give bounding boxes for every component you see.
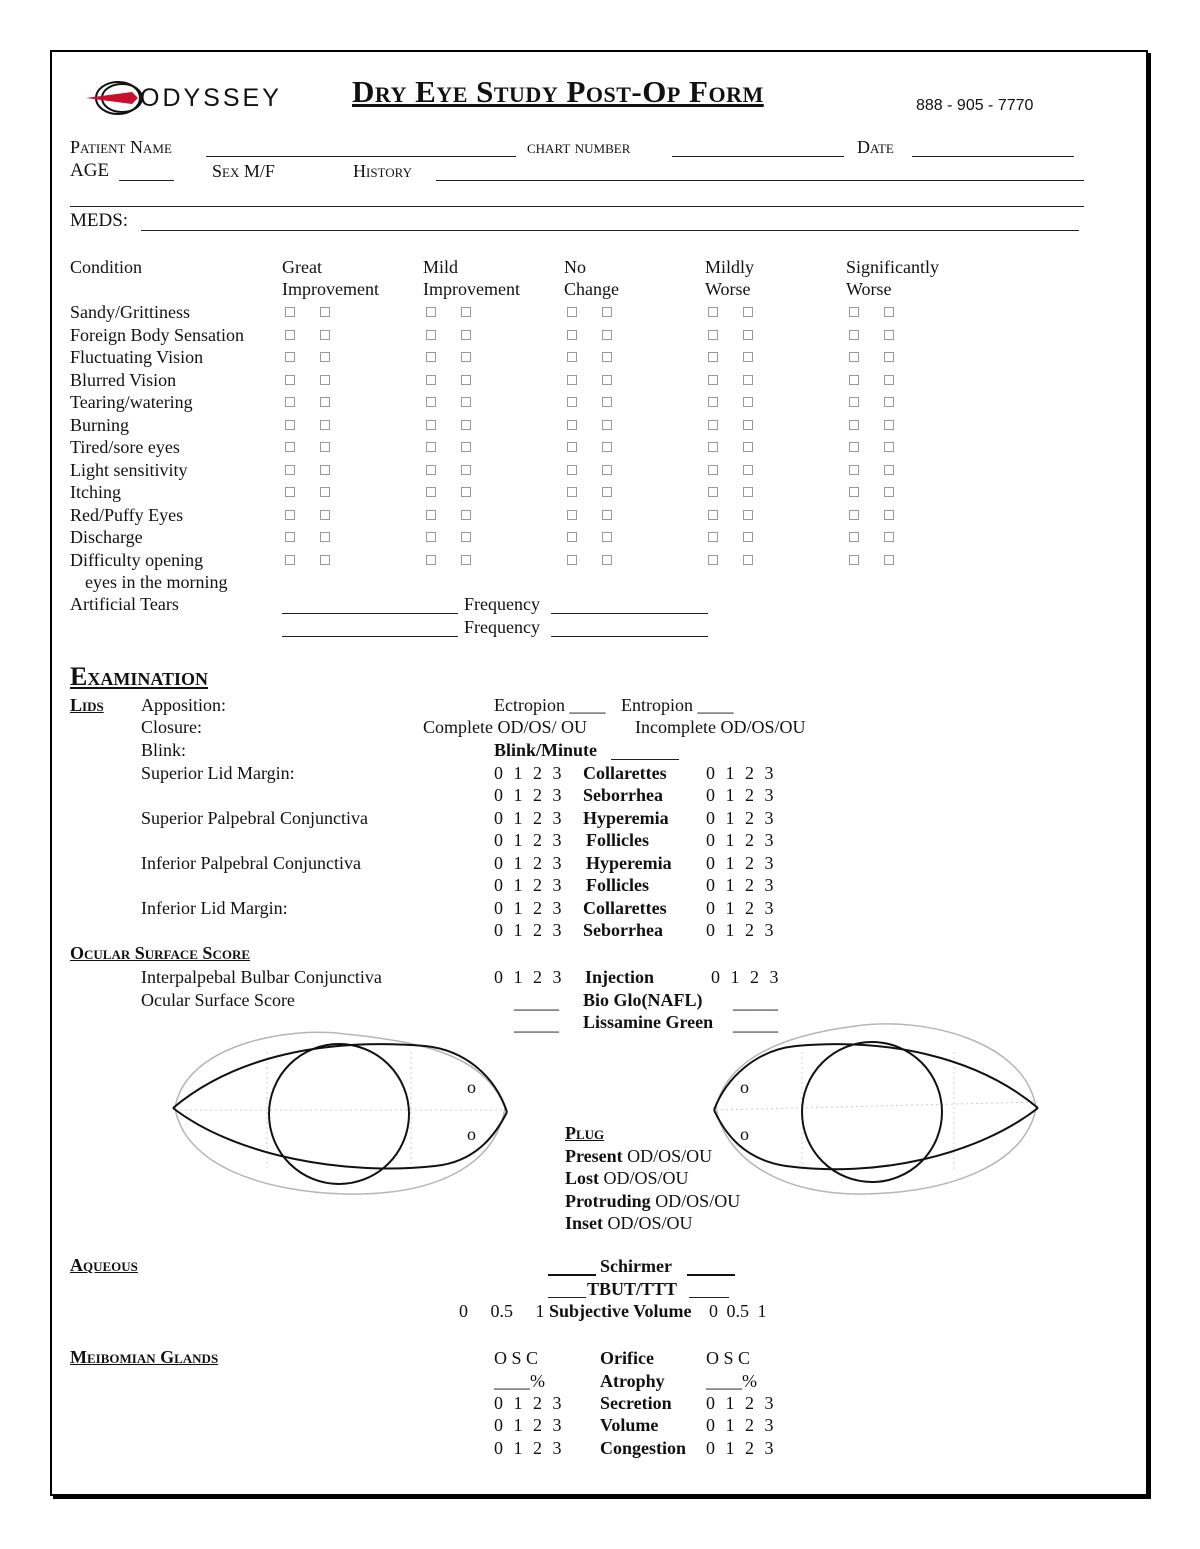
history-field[interactable] — [436, 180, 1084, 181]
checkbox-great-improvement-os[interactable] — [320, 532, 330, 542]
checkbox-no-change-od[interactable] — [567, 510, 577, 520]
checkbox-mild-improvement-od[interactable] — [426, 307, 436, 317]
checkbox-great-improvement-os[interactable] — [320, 307, 330, 317]
injection-label: Injection — [585, 967, 654, 987]
follicles-scale-right[interactable]: 0 1 2 3 — [706, 875, 774, 895]
plug-inset-eyes: OD/OS/OU — [607, 1213, 693, 1233]
hyperemia-scale-right[interactable]: 0 1 2 3 — [706, 808, 774, 828]
secretion-left-value[interactable]: 0 1 2 3 — [494, 1393, 562, 1413]
checkbox-no-change-os[interactable] — [602, 510, 612, 520]
checkbox-mild-improvement-od[interactable] — [426, 532, 436, 542]
checkbox-mildly-worse-os[interactable] — [743, 465, 753, 475]
subjective-volume-label: Subjective Volume — [549, 1301, 692, 1321]
artificial-tears-name-field[interactable] — [282, 636, 458, 637]
condition-label: Sandy/Grittiness — [70, 302, 190, 322]
artificial-tears-name-field[interactable] — [282, 613, 458, 614]
checkbox-significantly-worse-os[interactable] — [884, 442, 894, 452]
injection-scale-left[interactable]: 0 1 2 3 — [494, 967, 562, 987]
condition-label: Difficulty opening — [70, 549, 204, 570]
chart-number-label: chart number — [527, 137, 631, 157]
checkbox-great-improvement-od[interactable] — [285, 330, 295, 340]
interpalpebral-label: Interpalpebal Bulbar Conjunctiva — [141, 967, 382, 987]
checkbox-no-change-od[interactable] — [567, 532, 577, 542]
checkbox-no-change-od[interactable] — [567, 397, 577, 407]
checkbox-significantly-worse-os[interactable] — [884, 352, 894, 362]
plug-present-eyes: OD/OS/OU — [627, 1146, 713, 1166]
checkbox-great-improvement-os[interactable] — [320, 510, 330, 520]
checkbox-mild-improvement-os[interactable] — [461, 352, 471, 362]
checkbox-great-improvement-os[interactable] — [320, 352, 330, 362]
plug-heading: Plug — [565, 1123, 605, 1143]
atrophy-left-value[interactable]: ____% — [494, 1371, 545, 1391]
checkbox-mild-improvement-os[interactable] — [461, 397, 471, 407]
checkbox-mildly-worse-od[interactable] — [708, 330, 718, 340]
seborrhea-label: Seborrhea — [583, 920, 663, 940]
frequency-label: Frequency — [464, 617, 540, 637]
checkbox-mildly-worse-od[interactable] — [708, 487, 718, 497]
lissamine-right-blank[interactable]: _____ — [733, 1014, 778, 1034]
checkbox-no-change-os[interactable] — [602, 420, 612, 430]
follicles-scale-left[interactable]: 0 1 2 3 — [494, 830, 562, 850]
column-header-condition: Condition — [70, 257, 143, 277]
seborrhea-scale-left[interactable]: 0 1 2 3 — [494, 785, 562, 805]
checkbox-great-improvement-os[interactable] — [320, 465, 330, 475]
frequency-label: Frequency — [464, 594, 540, 614]
checkbox-significantly-worse-od[interactable] — [849, 375, 859, 385]
patient-name-field[interactable] — [206, 156, 516, 157]
checkbox-mildly-worse-os[interactable] — [743, 397, 753, 407]
plug-protruding-eyes: OD/OS/OU — [655, 1191, 741, 1211]
bioglo-right-blank[interactable]: _____ — [733, 992, 778, 1012]
column-header-great-improvement: Great Improvement — [282, 257, 379, 299]
collarettes-scale-right[interactable]: 0 1 2 3 — [706, 763, 774, 783]
checkbox-significantly-worse-os[interactable] — [884, 375, 894, 385]
checkbox-no-change-os[interactable] — [602, 375, 612, 385]
checkbox-great-improvement-od[interactable] — [285, 397, 295, 407]
column-header-no-change: No Change — [564, 257, 619, 299]
plug-lost-eyes: OD/OS/OU — [603, 1168, 689, 1188]
checkbox-mildly-worse-os[interactable] — [743, 532, 753, 542]
meds-field[interactable] — [141, 230, 1079, 231]
logo-text: ODYSSEY — [140, 84, 282, 112]
checkbox-mildly-worse-os[interactable] — [743, 330, 753, 340]
checkbox-great-improvement-os[interactable] — [320, 555, 330, 565]
artificial-tears-label: Artificial Tears — [70, 594, 179, 614]
date-label: Date — [857, 137, 894, 157]
checkbox-significantly-worse-os[interactable] — [884, 510, 894, 520]
checkbox-no-change-os[interactable] — [602, 330, 612, 340]
plug-protruding-label: Protruding — [565, 1191, 651, 1211]
condition-label: Burning — [70, 414, 130, 435]
checkbox-mildly-worse-od[interactable] — [708, 420, 718, 430]
history-field-line-2[interactable] — [70, 206, 1084, 207]
seborrhea-scale-right[interactable]: 0 1 2 3 — [706, 785, 774, 805]
schirmer-left-field[interactable] — [548, 1274, 596, 1276]
column-header-mild-improvement: Mild Improvement — [423, 257, 520, 299]
checkbox-great-improvement-od[interactable] — [285, 465, 295, 475]
checkbox-significantly-worse-od[interactable] — [849, 420, 859, 430]
inferior-lid-margin-label: Inferior Lid Margin: — [141, 898, 288, 918]
checkbox-significantly-worse-os[interactable] — [884, 330, 894, 340]
checkbox-mildly-worse-od[interactable] — [708, 510, 718, 520]
congestion-left-value[interactable]: 0 1 2 3 — [494, 1438, 562, 1458]
checkbox-mild-improvement-od[interactable] — [426, 420, 436, 430]
condition-label: Fluctuating Vision — [70, 347, 204, 367]
right-eye-diagram[interactable] — [165, 1016, 515, 1202]
collarettes-scale-left[interactable]: 0 1 2 3 — [494, 898, 562, 918]
column-header-mildly-worse: Mildly Worse — [705, 257, 755, 299]
checkbox-significantly-worse-od[interactable] — [849, 555, 859, 565]
orifice-label: Orifice — [600, 1348, 654, 1368]
right-eye-mark-lower: o — [467, 1124, 476, 1144]
age-field[interactable] — [119, 180, 174, 181]
date-field[interactable] — [912, 156, 1074, 157]
closure-complete[interactable]: Complete OD/OS/ OU — [423, 717, 587, 737]
left-eye-diagram[interactable] — [706, 1012, 1046, 1202]
checkbox-significantly-worse-os[interactable] — [884, 555, 894, 565]
checkbox-great-improvement-od[interactable] — [285, 442, 295, 452]
blink-minute-label: Blink/Minute — [494, 740, 598, 760]
checkbox-mildly-worse-od[interactable] — [708, 397, 718, 407]
checkbox-mildly-worse-os[interactable] — [743, 442, 753, 452]
checkbox-mildly-worse-od[interactable] — [708, 352, 718, 362]
hyperemia-scale-right[interactable]: 0 1 2 3 — [706, 853, 774, 873]
checkbox-no-change-os[interactable] — [602, 532, 612, 542]
checkbox-significantly-worse-os[interactable] — [884, 307, 894, 317]
checkbox-great-improvement-od[interactable] — [285, 420, 295, 430]
seborrhea-scale-left[interactable]: 0 1 2 3 — [494, 920, 562, 940]
inferior-palpebral-label: Inferior Palpebral Conjunctiva — [141, 853, 361, 873]
follicles-label: Follicles — [586, 875, 649, 895]
checkbox-no-change-od[interactable] — [567, 487, 577, 497]
hyperemia-scale-left[interactable]: 0 1 2 3 — [494, 808, 562, 828]
checkbox-mildly-worse-od[interactable] — [708, 555, 718, 565]
checkbox-great-improvement-od[interactable] — [285, 352, 295, 362]
right-eye-mark-upper: o — [467, 1077, 476, 1097]
tbut-label: TBUT/TTT — [587, 1279, 678, 1299]
ocular-surface-score-label: Ocular Surface Score — [141, 990, 295, 1010]
checkbox-mildly-worse-os[interactable] — [743, 307, 753, 317]
checkbox-no-change-od[interactable] — [567, 465, 577, 475]
collarettes-scale-left[interactable]: 0 1 2 3 — [494, 763, 562, 783]
checkbox-significantly-worse-od[interactable] — [849, 397, 859, 407]
checkbox-mild-improvement-os[interactable] — [461, 442, 471, 452]
checkbox-great-improvement-os[interactable] — [320, 330, 330, 340]
checkbox-great-improvement-od[interactable] — [285, 307, 295, 317]
sex-label: Sex M/F — [212, 161, 275, 181]
checkbox-significantly-worse-os[interactable] — [884, 397, 894, 407]
atrophy-label: Atrophy — [600, 1371, 665, 1391]
schirmer-right-field[interactable] — [687, 1274, 735, 1276]
checkbox-mild-improvement-os[interactable] — [461, 555, 471, 565]
congestion-right-value[interactable]: 0 1 2 3 — [706, 1438, 774, 1458]
checkbox-significantly-worse-od[interactable] — [849, 465, 859, 475]
plug-protruding[interactable] — [565, 1190, 740, 1212]
chart-number-field[interactable] — [672, 156, 844, 157]
subjective-scale-right[interactable]: 0 0.5 1 — [709, 1301, 767, 1321]
collarettes-scale-right[interactable]: 0 1 2 3 — [706, 898, 774, 918]
checkbox-no-change-os[interactable] — [602, 307, 612, 317]
injection-scale-right[interactable]: 0 1 2 3 — [711, 967, 779, 987]
lissamine-label: Lissamine Green — [583, 1012, 714, 1032]
checkbox-no-change-od[interactable] — [567, 442, 577, 452]
checkbox-great-improvement-od[interactable] — [285, 375, 295, 385]
checkbox-mildly-worse-os[interactable] — [743, 510, 753, 520]
condition-label: Red/Puffy Eyes — [70, 504, 184, 525]
checkbox-significantly-worse-od[interactable] — [849, 442, 859, 452]
plug-lost[interactable] — [565, 1167, 689, 1189]
checkbox-mild-improvement-od[interactable] — [426, 397, 436, 407]
checkbox-significantly-worse-od[interactable] — [849, 510, 859, 520]
entropion-label[interactable]: Entropion ____ — [621, 695, 734, 715]
checkbox-great-improvement-os[interactable] — [320, 375, 330, 385]
checkbox-mildly-worse-os[interactable] — [743, 555, 753, 565]
hyperemia-label: Hyperemia — [583, 808, 669, 828]
condition-label: Tired/sore eyes — [70, 437, 180, 457]
follicles-label: Follicles — [586, 830, 649, 850]
checkbox-great-improvement-os[interactable] — [320, 397, 330, 407]
collarettes-label: Collarettes — [583, 898, 667, 918]
checkbox-no-change-os[interactable] — [602, 397, 612, 407]
checkbox-no-change-od[interactable] — [567, 420, 577, 430]
checkbox-mildly-worse-od[interactable] — [708, 465, 718, 475]
ectropion-label[interactable]: Ectropion ____ — [494, 695, 606, 715]
checkbox-mild-improvement-os[interactable] — [461, 330, 471, 340]
condition-label: Tearing/watering — [70, 392, 193, 412]
checkbox-great-improvement-od[interactable] — [285, 487, 295, 497]
lissamine-left-blank[interactable]: _____ — [514, 1014, 559, 1034]
checkbox-significantly-worse-od[interactable] — [849, 487, 859, 497]
checkbox-significantly-worse-os[interactable] — [884, 532, 894, 542]
examination-heading: Examination — [70, 662, 209, 691]
checkbox-mildly-worse-od[interactable] — [708, 307, 718, 317]
checkbox-mild-improvement-od[interactable] — [426, 510, 436, 520]
age-label: AGE — [70, 160, 110, 181]
checkbox-no-change-os[interactable] — [602, 487, 612, 497]
checkbox-no-change-od[interactable] — [567, 352, 577, 362]
schirmer-label: Schirmer — [600, 1256, 672, 1276]
checkbox-mild-improvement-os[interactable] — [461, 375, 471, 385]
hyperemia-label: Hyperemia — [586, 853, 672, 873]
checkbox-no-change-os[interactable] — [602, 465, 612, 475]
checkbox-mildly-worse-os[interactable] — [743, 487, 753, 497]
checkbox-mild-improvement-os[interactable] — [461, 465, 471, 475]
collarettes-label: Collarettes — [583, 763, 667, 783]
superior-palpebral-label: Superior Palpebral Conjunctiva — [141, 808, 368, 828]
secretion-label: Secretion — [600, 1393, 672, 1413]
checkbox-mild-improvement-os[interactable] — [461, 307, 471, 317]
follicles-scale-left[interactable]: 0 1 2 3 — [494, 875, 562, 895]
checkbox-mild-improvement-od[interactable] — [426, 555, 436, 565]
volume-left-value[interactable]: 0 1 2 3 — [494, 1415, 562, 1435]
volume-right-value[interactable]: 0 1 2 3 — [706, 1415, 774, 1435]
frequency-field[interactable] — [551, 613, 708, 614]
checkbox-mild-improvement-od[interactable] — [426, 465, 436, 475]
secretion-right-value[interactable]: 0 1 2 3 — [706, 1393, 774, 1413]
checkbox-mild-improvement-od[interactable] — [426, 330, 436, 340]
condition-label-continued: eyes in the morning — [85, 572, 228, 592]
frequency-field[interactable] — [551, 636, 708, 637]
checkbox-mild-improvement-os[interactable] — [461, 420, 471, 430]
condition-label: Discharge — [70, 527, 143, 547]
follicles-scale-right[interactable]: 0 1 2 3 — [706, 830, 774, 850]
checkbox-no-change-os[interactable] — [602, 442, 612, 452]
condition-label: Foreign Body Sensation — [70, 324, 244, 345]
ocular-surface-heading: Ocular Surface Score — [70, 943, 251, 963]
checkbox-great-improvement-od[interactable] — [285, 510, 295, 520]
checkbox-mild-improvement-os[interactable] — [461, 532, 471, 542]
checkbox-significantly-worse-od[interactable] — [849, 307, 859, 317]
history-label: History — [353, 161, 412, 181]
checkbox-no-change-od[interactable] — [567, 307, 577, 317]
checkbox-significantly-worse-od[interactable] — [849, 330, 859, 340]
atrophy-right-value[interactable]: ____% — [706, 1371, 757, 1391]
lids-heading: Lids — [70, 695, 104, 715]
plug-lost-label: Lost — [565, 1168, 600, 1188]
left-eye-mark-upper: o — [740, 1077, 749, 1097]
checkbox-mild-improvement-od[interactable] — [426, 352, 436, 362]
blink-label: Blink: — [141, 740, 187, 760]
checkbox-significantly-worse-os[interactable] — [884, 420, 894, 430]
tbut-right-field[interactable] — [689, 1297, 729, 1298]
checkbox-no-change-os[interactable] — [602, 352, 612, 362]
superior-lid-margin-label: Superior Lid Margin: — [141, 763, 295, 783]
column-header-significantly-worse: Significantly Worse — [846, 257, 939, 299]
checkbox-mildly-worse-os[interactable] — [743, 352, 753, 362]
orifice-right-value[interactable]: O S C — [706, 1348, 751, 1368]
checkbox-mildly-worse-od[interactable] — [708, 375, 718, 385]
apposition-label: Apposition: — [141, 695, 227, 715]
bioglo-label: Bio Glo(NAFL) — [583, 990, 703, 1010]
aqueous-heading: Aqueous — [70, 1255, 138, 1275]
checkbox-no-change-os[interactable] — [602, 555, 612, 565]
seborrhea-label: Seborrhea — [583, 785, 663, 805]
condition-label: Light sensitivity — [70, 459, 188, 480]
subjective-scale-left[interactable]: 0 0.5 1 — [459, 1301, 545, 1321]
tbut-left-field[interactable] — [548, 1297, 586, 1298]
condition-label: Blurred Vision — [70, 369, 177, 390]
checkbox-great-improvement-os[interactable] — [320, 420, 330, 430]
checkbox-great-improvement-od[interactable] — [285, 555, 295, 565]
checkbox-great-improvement-od[interactable] — [285, 532, 295, 542]
checkbox-mildly-worse-od[interactable] — [708, 442, 718, 452]
congestion-label: Congestion — [600, 1438, 687, 1458]
checkbox-no-change-od[interactable] — [567, 330, 577, 340]
checkbox-great-improvement-os[interactable] — [320, 442, 330, 452]
checkbox-significantly-worse-od[interactable] — [849, 352, 859, 362]
plug-inset[interactable] — [565, 1212, 693, 1234]
checkbox-no-change-od[interactable] — [567, 555, 577, 565]
checkbox-significantly-worse-od[interactable] — [849, 532, 859, 542]
phone-number: 888 - 905 - 7770 — [916, 97, 1034, 114]
seborrhea-scale-right[interactable]: 0 1 2 3 — [706, 920, 774, 940]
patient-name-label: Patient Name — [70, 137, 172, 157]
orifice-left-value[interactable]: O S C — [494, 1348, 539, 1368]
condition-label: Itching — [70, 482, 121, 502]
checkbox-mild-improvement-od[interactable] — [426, 442, 436, 452]
checkbox-mildly-worse-os[interactable] — [743, 420, 753, 430]
checkbox-mild-improvement-os[interactable] — [461, 487, 471, 497]
hyperemia-scale-left[interactable]: 0 1 2 3 — [494, 853, 562, 873]
left-eye-mark-lower: o — [740, 1124, 749, 1144]
plug-present-label: Present — [565, 1146, 623, 1166]
checkbox-great-improvement-os[interactable] — [320, 487, 330, 497]
plug-inset-label: Inset — [565, 1213, 604, 1233]
closure-label: Closure: — [141, 717, 202, 737]
checkbox-mild-improvement-od[interactable] — [426, 375, 436, 385]
closure-incomplete[interactable]: Incomplete OD/OS/OU — [635, 717, 806, 737]
checkbox-no-change-od[interactable] — [567, 375, 577, 385]
meibomian-heading: Meibomian Glands — [70, 1347, 219, 1367]
checkbox-mild-improvement-od[interactable] — [426, 487, 436, 497]
checkbox-significantly-worse-os[interactable] — [884, 465, 894, 475]
blink-minute-field[interactable] — [611, 759, 679, 760]
checkbox-mildly-worse-od[interactable] — [708, 532, 718, 542]
checkbox-mild-improvement-os[interactable] — [461, 510, 471, 520]
volume-label: Volume — [600, 1415, 659, 1435]
plug-present[interactable] — [565, 1145, 712, 1167]
bioglo-left-blank[interactable]: _____ — [514, 992, 559, 1012]
meds-label: MEDS: — [70, 210, 129, 231]
checkbox-mildly-worse-os[interactable] — [743, 375, 753, 385]
checkbox-significantly-worse-os[interactable] — [884, 487, 894, 497]
form-title: Dry Eye Study Post-Op Form — [352, 74, 764, 109]
